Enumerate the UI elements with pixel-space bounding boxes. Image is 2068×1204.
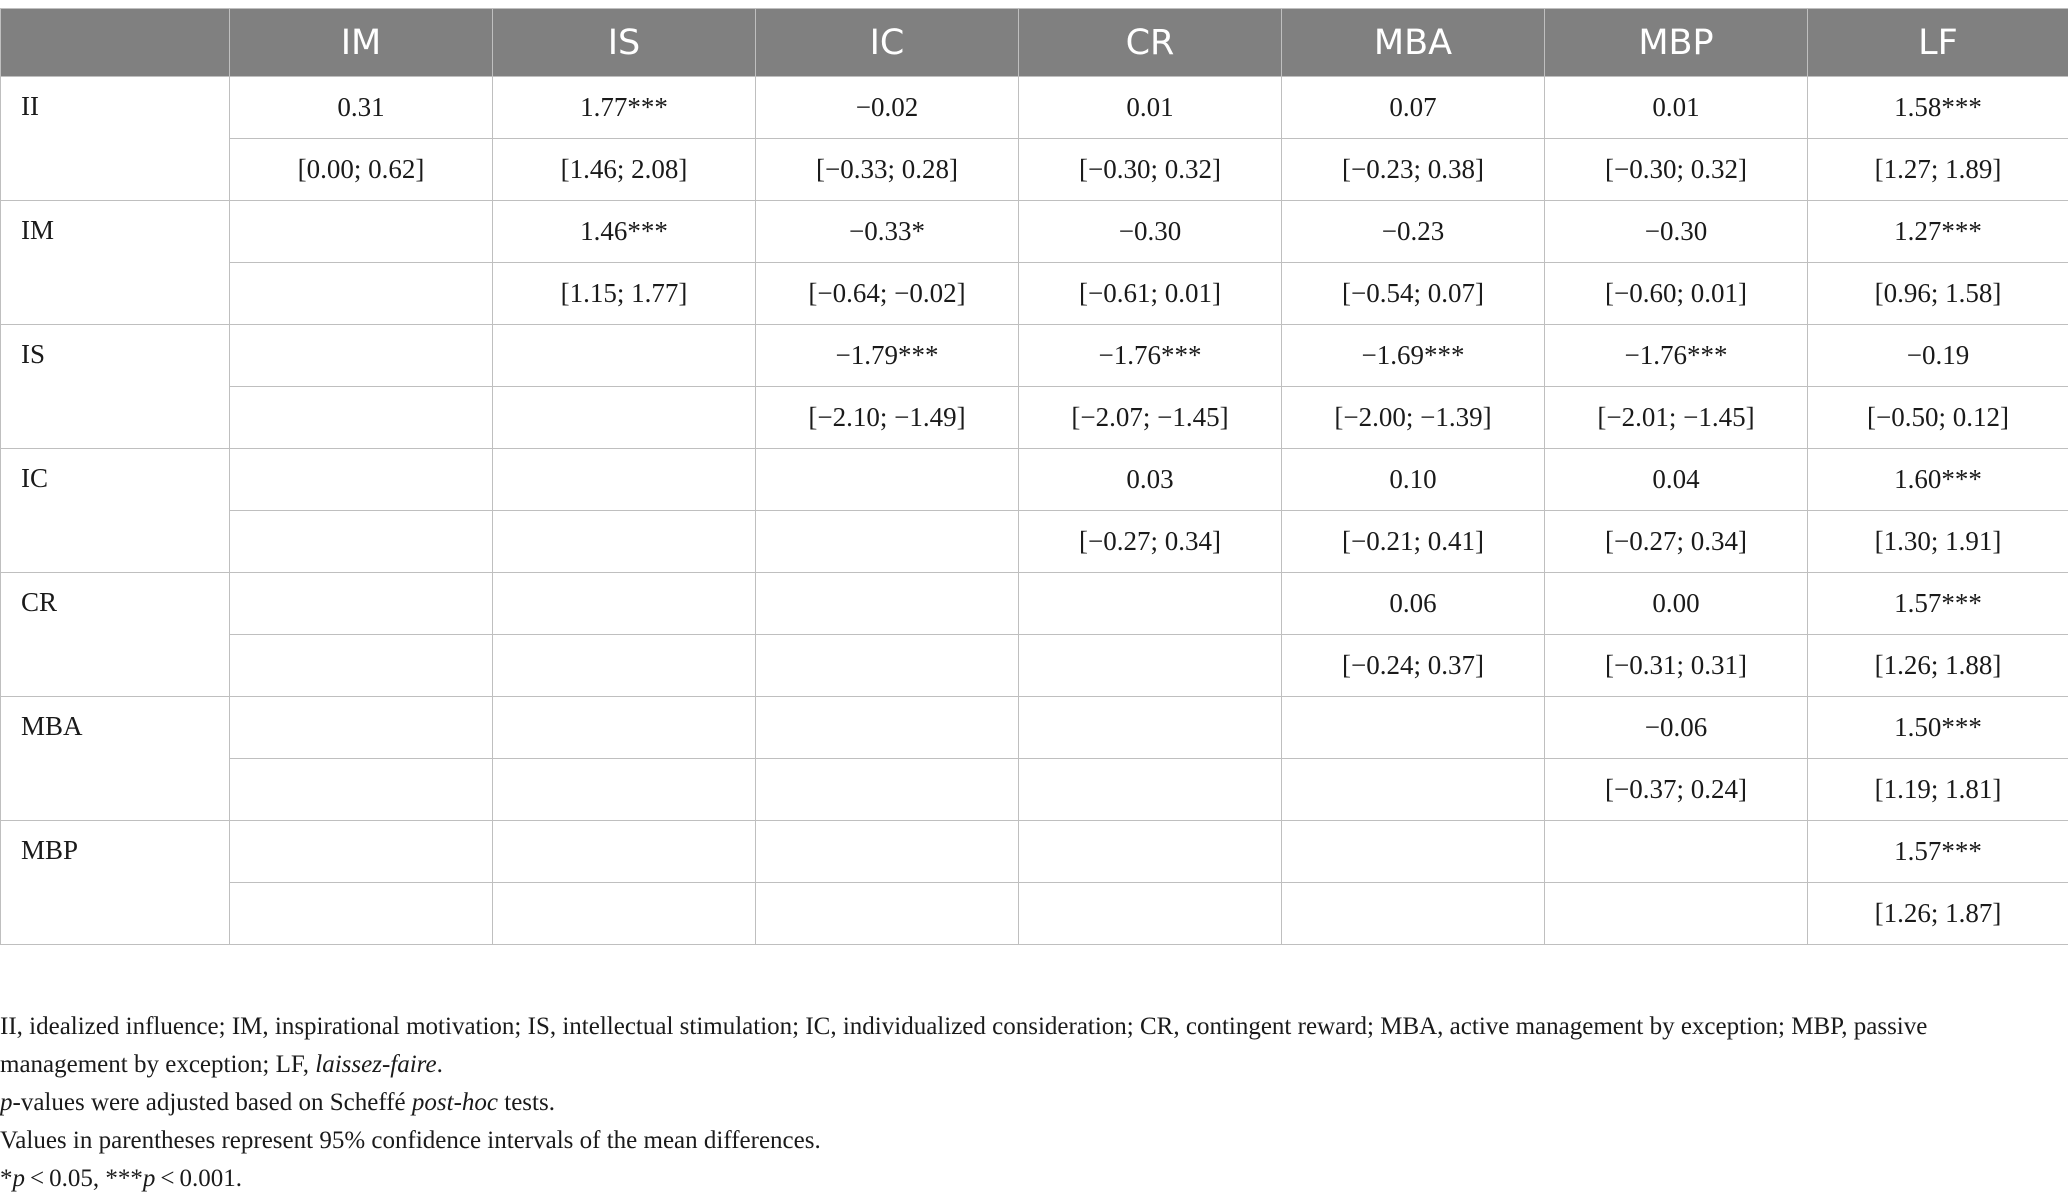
mean-difference-cell <box>1019 697 1282 759</box>
confidence-interval-cell <box>493 635 756 697</box>
confidence-interval-cell <box>1019 759 1282 821</box>
table-row-values <box>1 325 2068 387</box>
abbreviation-end: . <box>436 1051 443 1078</box>
mean-difference-cell <box>756 821 1019 883</box>
mean-difference-cell: −0.02 <box>756 77 1019 139</box>
confidence-interval-cell <box>230 635 493 697</box>
p-value-end: tests. <box>498 1089 555 1116</box>
row-header: IC <box>1 449 230 573</box>
column-header-im: IM <box>230 9 493 77</box>
significance-note <box>0 1160 2050 1198</box>
mean-difference-cell <box>230 697 493 759</box>
abbreviation-note <box>0 1008 2050 1084</box>
mean-difference-cell: 0.01 <box>1019 77 1282 139</box>
table-row-values <box>1 821 2068 883</box>
mean-difference-cell <box>493 573 756 635</box>
mean-difference-cell: 0.00 <box>1545 573 1808 635</box>
table-row-values <box>1 449 2068 511</box>
mean-difference-cell: −1.76*** <box>1545 325 1808 387</box>
column-header-is: IS <box>493 9 756 77</box>
column-header-cr: CR <box>1019 9 1282 77</box>
mean-difference-cell <box>1019 821 1282 883</box>
mean-difference-cell: 0.04 <box>1545 449 1808 511</box>
table-row-values <box>1 77 2068 139</box>
mean-difference-cell <box>493 821 756 883</box>
confidence-interval-cell <box>1545 883 1808 945</box>
p-value-text: -values were adjusted based on Scheffé <box>12 1089 412 1116</box>
mean-difference-cell <box>1282 697 1545 759</box>
mean-difference-cell: 1.57*** <box>1808 821 2068 883</box>
confidence-interval-cell: [1.26; 1.87] <box>1808 883 2068 945</box>
mean-difference-cell <box>230 201 493 263</box>
table-row-ci <box>1 759 2068 821</box>
confidence-interval-cell: [1.26; 1.88] <box>1808 635 2068 697</box>
mean-difference-cell: 0.06 <box>1282 573 1545 635</box>
mean-difference-cell: 1.77*** <box>493 77 756 139</box>
confidence-interval-cell: [−0.30; 0.32] <box>1019 139 1282 201</box>
confidence-interval-cell: [−0.60; 0.01] <box>1545 263 1808 325</box>
confidence-interval-cell <box>756 635 1019 697</box>
confidence-interval-cell: [−2.10; −1.49] <box>756 387 1019 449</box>
confidence-interval-cell: [−0.27; 0.34] <box>1545 511 1808 573</box>
sig-p-1: p <box>12 1165 25 1192</box>
confidence-interval-cell <box>493 387 756 449</box>
confidence-interval-cell <box>230 511 493 573</box>
mean-difference-cell <box>1019 573 1282 635</box>
abbreviation-italic: laissez-faire <box>315 1051 437 1078</box>
row-header: CR <box>1 573 230 697</box>
confidence-interval-cell: [−0.61; 0.01] <box>1019 263 1282 325</box>
mean-difference-cell: 0.01 <box>1545 77 1808 139</box>
confidence-interval-cell: [1.19; 1.81] <box>1808 759 2068 821</box>
mean-difference-cell <box>230 821 493 883</box>
mean-difference-cell: −0.30 <box>1019 201 1282 263</box>
mean-difference-cell: −0.23 <box>1282 201 1545 263</box>
confidence-interval-cell: [0.96; 1.58] <box>1808 263 2068 325</box>
table-row-values <box>1 697 2068 759</box>
confidence-interval-cell: [−0.37; 0.24] <box>1545 759 1808 821</box>
confidence-interval-cell: [−0.24; 0.37] <box>1282 635 1545 697</box>
table-row-ci <box>1 139 2068 201</box>
table-row-values <box>1 201 2068 263</box>
row-header: II <box>1 77 230 201</box>
confidence-interval-cell <box>1282 759 1545 821</box>
mean-difference-cell: 0.31 <box>230 77 493 139</box>
confidence-interval-cell: [−0.31; 0.31] <box>1545 635 1808 697</box>
mean-difference-cell <box>493 449 756 511</box>
mean-difference-cell <box>756 697 1019 759</box>
mean-difference-cell: −1.76*** <box>1019 325 1282 387</box>
confidence-interval-cell: [−0.64; −0.02] <box>756 263 1019 325</box>
table-row-ci <box>1 387 2068 449</box>
confidence-interval-cell: [−0.54; 0.07] <box>1282 263 1545 325</box>
mean-difference-cell: 1.58*** <box>1808 77 2068 139</box>
confidence-interval-cell <box>756 883 1019 945</box>
mean-difference-cell: 1.46*** <box>493 201 756 263</box>
table-row-ci <box>1 635 2068 697</box>
mean-difference-cell <box>230 573 493 635</box>
confidence-interval-cell: [−0.21; 0.41] <box>1282 511 1545 573</box>
mean-difference-cell <box>756 449 1019 511</box>
sig-star-1: * <box>0 1165 13 1192</box>
mean-difference-cell <box>230 325 493 387</box>
confidence-interval-cell <box>756 759 1019 821</box>
table-row-values <box>1 573 2068 635</box>
sig-threshold-1: < 0.05, *** <box>25 1165 143 1192</box>
confidence-interval-cell <box>493 511 756 573</box>
confidence-interval-cell: [−0.27; 0.34] <box>1019 511 1282 573</box>
confidence-interval-cell: [1.15; 1.77] <box>493 263 756 325</box>
table-footnotes <box>0 1008 2050 1198</box>
mean-difference-cell: 1.27*** <box>1808 201 2068 263</box>
confidence-interval-cell: [−0.30; 0.32] <box>1545 139 1808 201</box>
mean-difference-cell <box>493 325 756 387</box>
p-value-note <box>0 1084 2050 1122</box>
mean-difference-cell: 1.60*** <box>1808 449 2068 511</box>
confidence-interval-cell: [−2.00; −1.39] <box>1282 387 1545 449</box>
mean-difference-cell: 0.03 <box>1019 449 1282 511</box>
table-row-ci <box>1 511 2068 573</box>
mean-difference-cell <box>230 449 493 511</box>
mean-difference-cell: −0.06 <box>1545 697 1808 759</box>
sig-threshold-2: < 0.001. <box>155 1165 242 1192</box>
table-body <box>1 77 2068 945</box>
confidence-interval-cell: [−0.23; 0.38] <box>1282 139 1545 201</box>
confidence-interval-note: Values in parentheses represent 95% confidence intervals of the mean differences. <box>0 1127 821 1154</box>
mean-difference-cell <box>1545 821 1808 883</box>
confidence-interval-cell: [1.27; 1.89] <box>1808 139 2068 201</box>
table-row-ci <box>1 263 2068 325</box>
mean-difference-cell: −1.79*** <box>756 325 1019 387</box>
table-row-ci <box>1 883 2068 945</box>
column-header-ic: IC <box>756 9 1019 77</box>
row-header: IS <box>1 325 230 449</box>
confidence-interval-cell: [1.46; 2.08] <box>493 139 756 201</box>
column-header-lf: LF <box>1808 9 2068 77</box>
confidence-interval-cell <box>756 511 1019 573</box>
header-row <box>1 9 2068 77</box>
confidence-interval-cell <box>1282 883 1545 945</box>
mean-difference-cell: −0.19 <box>1808 325 2068 387</box>
sig-p-2: p <box>142 1165 156 1192</box>
confidence-interval-cell: [0.00; 0.62] <box>230 139 493 201</box>
mean-difference-cell <box>756 573 1019 635</box>
confidence-interval-cell <box>493 883 756 945</box>
confidence-interval-cell: [−0.33; 0.28] <box>756 139 1019 201</box>
p-italic: p <box>0 1089 13 1116</box>
column-header-mbp: MBP <box>1545 9 1808 77</box>
mean-difference-cell: 0.10 <box>1282 449 1545 511</box>
mean-difference-cell: −0.33* <box>756 201 1019 263</box>
mean-difference-cell: 0.07 <box>1282 77 1545 139</box>
confidence-interval-cell <box>1019 883 1282 945</box>
comparison-table <box>0 8 2068 945</box>
confidence-interval-cell <box>493 759 756 821</box>
confidence-interval-cell <box>230 883 493 945</box>
mean-difference-cell: 1.50*** <box>1808 697 2068 759</box>
post-hoc-italic: post-hoc <box>411 1089 498 1116</box>
column-header-mba: MBA <box>1282 9 1545 77</box>
mean-difference-cell: −1.69*** <box>1282 325 1545 387</box>
confidence-interval-cell <box>230 387 493 449</box>
confidence-interval-cell: [1.30; 1.91] <box>1808 511 2068 573</box>
abbreviation-text: II, idealized influence; IM, inspirational motivation; IS, intellectual stimulation; IC, individualized consideration; CR, contingent reward; MBA, active management by exception; MBP, passive management by exception; LF, <box>0 1013 1928 1078</box>
mean-difference-cell <box>1282 821 1545 883</box>
mean-difference-cell: −0.30 <box>1545 201 1808 263</box>
row-header: IM <box>1 201 230 325</box>
row-header: MBP <box>1 821 230 945</box>
confidence-interval-cell <box>230 263 493 325</box>
confidence-interval-cell: [−2.07; −1.45] <box>1019 387 1282 449</box>
confidence-interval-cell <box>230 759 493 821</box>
confidence-interval-cell <box>1019 635 1282 697</box>
header-corner <box>1 9 230 77</box>
row-header: MBA <box>1 697 230 821</box>
mean-difference-cell: 1.57*** <box>1808 573 2068 635</box>
confidence-interval-cell: [−2.01; −1.45] <box>1545 387 1808 449</box>
confidence-interval-cell: [−0.50; 0.12] <box>1808 387 2068 449</box>
mean-difference-cell <box>493 697 756 759</box>
